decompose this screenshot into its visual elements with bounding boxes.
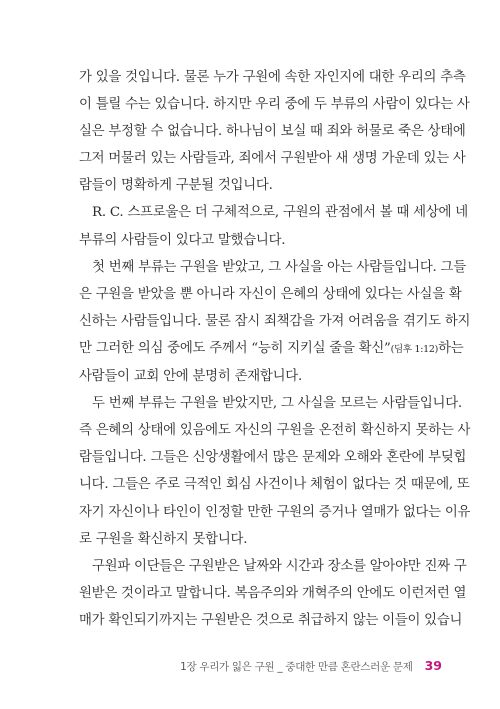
body-text [79,64,471,634]
text-line: 로 구원을 확신하지 못합니다. [79,531,248,547]
text-line: 원받은 것이라고 말합니다. 복음주의와 개혁주의 안에도 이런저런 열 [79,585,467,601]
text-line: 즉 은혜의 상태에 있음에도 자신의 구원을 온전히 확신하지 못하는 사 [79,423,471,439]
text-line: 니다. 그들은 주로 극적인 회심 사건이나 체험이 없다는 것 때문에, 또 [79,477,470,493]
page-footer [0,658,442,678]
paragraph-5 [79,553,467,634]
text-line: 람들입니다. 그들은 신앙생활에서 많은 문제와 오해와 혼란에 부딪힙 [79,450,467,466]
text-line: 신하는 사람들입니다. 물론 잠시 죄책감을 가져 어려움을 겪기도 하지 [79,313,471,329]
paragraph-3 [79,254,471,390]
text-line: 매가 확인되기까지는 구원받은 것으로 취급하지 않는 이들이 있습니 [79,612,463,628]
text-line-with-reference [79,335,464,363]
text-line: 부류의 사람들이 있다고 말했습니다. [79,232,286,248]
paragraph-4 [79,390,471,553]
scripture-reference: (딤후 1:12) [390,343,439,355]
text-line: 실은 부정할 수 없습니다. 하나님이 보실 때 죄와 허물로 죽은 상태에 [79,124,466,140]
text-line: 두 번째 부류는 구원을 받았지만, 그 사실을 모르는 사람들입니다. [92,396,462,412]
text-line: 구원파 이단들은 구원받은 날짜와 시간과 장소를 알아야만 진짜 구 [92,558,467,574]
quote-text: 만 그러한 의심 중에도 주께서 “능히 지키실 줄을 확신” [79,340,391,356]
paragraph-1 [79,64,470,199]
running-head: 1장 우리가 잃은 구원 _ 중대한 만큼 혼란스러운 문제 [180,661,413,673]
quote-tail: 하는 [438,340,464,356]
text-line: 자기 자신이나 타인이 인정할 만한 구원의 증거나 열매가 없다는 이유 [79,504,471,520]
page-number: 39 [424,658,442,673]
text-line: 사람들이 교회 안에 분명히 존재합니다. [79,369,302,385]
paragraph-2 [79,199,468,253]
text-line: 가 있을 것입니다. 물론 누가 구원에 속한 자인지에 대한 우리의 추측 [79,70,466,85]
text-line: 람들이 명확하게 구분될 것입니다. [79,178,273,194]
text-line: 그저 머물러 있는 사람들과, 죄에서 구원받아 새 생명 가운데 있는 사 [79,151,466,167]
text-line: 이 틀릴 수는 있습니다. 하지만 우리 중에 두 부류의 사람이 있다는 사 [79,97,470,113]
text-line: 첫 번째 부류는 구원을 받았고, 그 사실을 아는 사람들입니다. 그들 [92,259,466,275]
text-line: R. C. 스프로울은 더 구체적으로, 구원의 관점에서 볼 때 세상에 네 [92,205,468,221]
text-line: 은 구원을 받았을 뿐 아니라 자신이 은혜의 상태에 있다는 사실을 확 [79,286,462,302]
